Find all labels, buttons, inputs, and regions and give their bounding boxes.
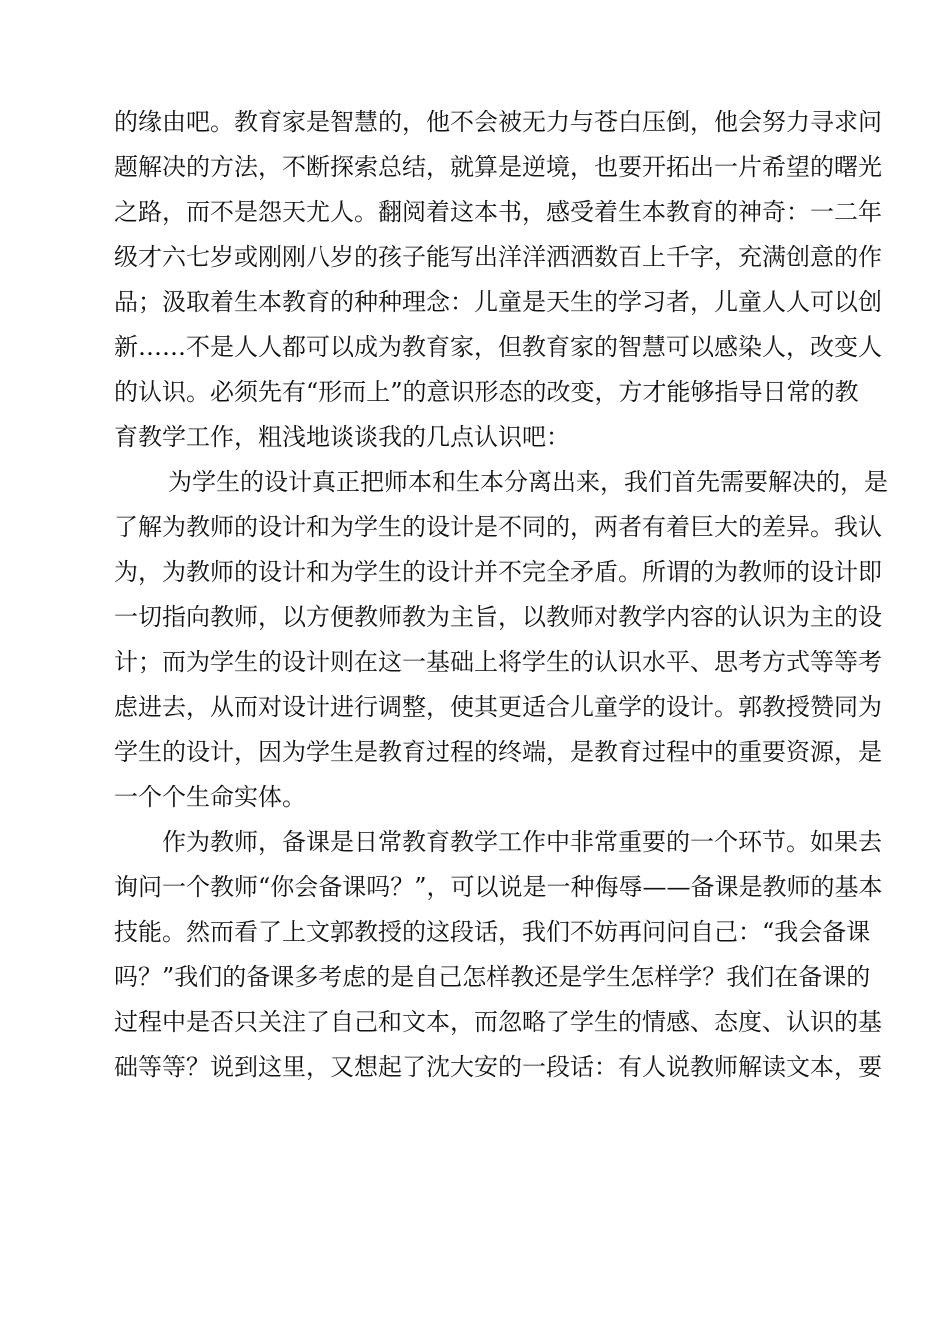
text-line: 一个个生命实体。 [114,783,306,811]
text-line: 础等等？说到这里，又想起了沈大安的一段话：有人说教师解读文本，要 [114,1053,882,1081]
text-line: 级才六七岁或刚刚八岁的孩子能写出洋洋洒洒数百上千字，充满创意的作 [114,243,882,271]
text-line: 学生的设计，因为学生是教育过程的终端，是教育过程中的重要资源，是 [114,738,882,766]
text-line: 的认识。必须先有“形而上”的意识形态的改变，方才能够指导日常的教 [114,378,859,406]
text-line: 吗？”我们的备课多考虑的是自己怎样教还是学生怎样学？我们在备课的 [114,963,871,991]
text-line: 一切指向教师，以方便教师教为主旨，以教师对教学内容的认识为主的设 [114,603,882,631]
text-line: 新……不是人人都可以成为教育家，但教育家的智慧可以感染人，改变人 [114,333,882,361]
text-line: 计；而为学生的设计则在这一基础上将学生的认识水平、思考方式等等考 [114,648,882,676]
text-line: 了解为教师的设计和为学生的设计是不同的，两者有着巨大的差异。我认 [114,513,882,541]
text-line: 技能。然而看了上文郭教授的这段话，我们不妨再问问自己：“我会备课 [114,918,871,946]
paragraph-first-line: 为学生的设计真正把师本和生本分离出来，我们首先需要解决的，是 [168,468,888,496]
text-line: 题解决的方法，不断探索总结，就算是逆境，也要开拓出一片希望的曙光 [114,153,882,181]
text-line: 询问一个教师“你会备课吗？”，可以说是一种侮辱——备课是教师的基本 [114,873,883,901]
text-line: 育教学工作，粗浅地谈谈我的几点认识吧： [114,423,570,451]
body-text [114,100,888,1090]
text-line: 虑进去，从而对设计进行调整，使其更适合儿童学的设计。郭教授赞同为 [114,693,882,721]
text-line: 品；汲取着生本教育的种种理念：儿童是天生的学习者，儿童人人可以创 [114,288,882,316]
text-line: 过程中是否只关注了自己和文本，而忽略了学生的情感、态度、认识的基 [114,1008,882,1036]
paragraph-first-line: 作为教师，备课是日常教育教学工作中非常重要的一个环节。如果去 [162,828,882,856]
text-line: 的缘由吧。教育家是智慧的，他不会被无力与苍白压倒，他会努力寻求问 [114,108,882,136]
text-line: 之路，而不是怨天尤人。翻阅着这本书，感受着生本教育的神奇：一二年 [114,198,882,226]
text-line: 为，为教师的设计和为学生的设计并不完全矛盾。所谓的为教师的设计即 [114,558,882,586]
